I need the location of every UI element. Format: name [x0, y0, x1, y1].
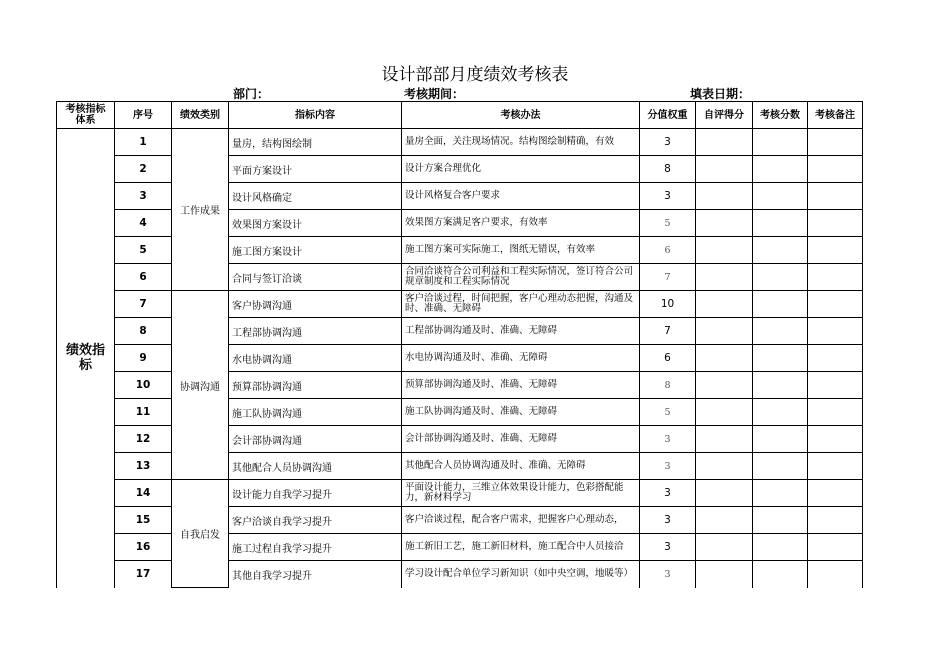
content-cell: 预算部协调沟通	[229, 372, 402, 399]
weight-cell: 3	[640, 507, 696, 534]
content-cell: 水电协调沟通	[229, 345, 402, 372]
seq-cell: 3	[115, 183, 172, 210]
remark-cell[interactable]	[808, 237, 863, 264]
remark-cell[interactable]	[808, 561, 863, 588]
seq-cell: 11	[115, 399, 172, 426]
remark-cell[interactable]	[808, 426, 863, 453]
method-cell: 学习设计配合单位学习新知识（如中央空调，地暖等）	[402, 561, 640, 588]
department-label: 部门：	[233, 87, 270, 101]
method-cell: 施工队协调沟通及时、准确、无障碍	[402, 399, 640, 426]
content-cell: 设计风格确定	[229, 183, 402, 210]
header-row	[57, 102, 863, 129]
table-row	[57, 129, 863, 156]
seq-cell: 4	[115, 210, 172, 237]
self-score-cell[interactable]	[696, 264, 753, 291]
remark-cell[interactable]	[808, 345, 863, 372]
self-score-cell[interactable]	[696, 156, 753, 183]
header-remark: 考核备注	[808, 102, 863, 129]
content-cell: 施工过程自我学习提升	[229, 534, 402, 561]
category-cell: 工作成果	[172, 129, 229, 291]
method-cell: 合同洽谈符合公司利益和工程实际情况，签订符合公司规章制度和工程实际情况	[402, 264, 640, 291]
score-cell[interactable]	[753, 453, 808, 480]
weight-cell: 7	[640, 264, 696, 291]
self-score-cell[interactable]	[696, 399, 753, 426]
sheet-title: 设计部部月度绩效考核表	[381, 65, 569, 85]
method-cell: 量房全面，关注现场情况。结构图绘制精确，有效	[402, 129, 640, 156]
remark-cell[interactable]	[808, 264, 863, 291]
remark-cell[interactable]	[808, 480, 863, 507]
content-cell: 施工队协调沟通	[229, 399, 402, 426]
weight-cell: 3	[640, 129, 696, 156]
seq-cell: 9	[115, 345, 172, 372]
score-cell[interactable]	[753, 291, 808, 318]
seq-cell: 8	[115, 318, 172, 345]
weight-cell: 3	[640, 534, 696, 561]
weight-cell: 5	[640, 210, 696, 237]
self-score-cell[interactable]	[696, 291, 753, 318]
content-cell: 效果图方案设计	[229, 210, 402, 237]
weight-cell: 3	[640, 561, 696, 588]
score-cell[interactable]	[753, 264, 808, 291]
method-cell: 施工新旧工艺，施工新旧材料，施工配合中人员接洽	[402, 534, 640, 561]
self-score-cell[interactable]	[696, 453, 753, 480]
score-cell[interactable]	[753, 129, 808, 156]
score-cell[interactable]	[753, 318, 808, 345]
weight-cell: 5	[640, 399, 696, 426]
seq-cell: 15	[115, 507, 172, 534]
category-cell: 自我启发	[172, 480, 229, 588]
weight-cell: 3	[640, 453, 696, 480]
content-cell: 客户洽谈自我学习提升	[229, 507, 402, 534]
remark-cell[interactable]	[808, 210, 863, 237]
score-cell[interactable]	[753, 507, 808, 534]
content-cell: 工程部协调沟通	[229, 318, 402, 345]
weight-cell: 3	[640, 183, 696, 210]
table-row	[57, 480, 863, 507]
remark-cell[interactable]	[808, 291, 863, 318]
remark-cell[interactable]	[808, 399, 863, 426]
method-cell: 水电协调沟通及时、准确、无障碍	[402, 345, 640, 372]
score-cell[interactable]	[753, 426, 808, 453]
content-cell: 施工图方案设计	[229, 237, 402, 264]
period-label: 考核期间：	[404, 87, 465, 101]
method-cell: 工程部协调沟通及时、准确、无障碍	[402, 318, 640, 345]
system-cell: 绩效指标	[57, 129, 115, 588]
self-score-cell[interactable]	[696, 129, 753, 156]
weight-cell: 7	[640, 318, 696, 345]
score-cell[interactable]	[753, 237, 808, 264]
score-cell[interactable]	[753, 156, 808, 183]
remark-cell[interactable]	[808, 129, 863, 156]
score-cell[interactable]	[753, 345, 808, 372]
weight-cell: 3	[640, 426, 696, 453]
self-score-cell[interactable]	[696, 183, 753, 210]
header-system: 考核指标体系	[57, 102, 115, 129]
score-cell[interactable]	[753, 372, 808, 399]
method-cell: 设计风格复合客户要求	[402, 183, 640, 210]
seq-cell: 1	[115, 129, 172, 156]
method-cell: 其他配合人员协调沟通及时、准确、无障碍	[402, 453, 640, 480]
seq-cell: 13	[115, 453, 172, 480]
seq-cell: 2	[115, 156, 172, 183]
content-cell: 会计部协调沟通	[229, 426, 402, 453]
score-cell[interactable]	[753, 399, 808, 426]
content-cell: 合同与签订洽谈	[229, 264, 402, 291]
weight-cell: 8	[640, 156, 696, 183]
header-weight: 分值权重	[640, 102, 696, 129]
header-content: 指标内容	[229, 102, 402, 129]
content-cell: 其他配合人员协调沟通	[229, 453, 402, 480]
header-method: 考核办法	[402, 102, 640, 129]
header-score: 考核分数	[753, 102, 808, 129]
self-score-cell[interactable]	[696, 426, 753, 453]
score-cell[interactable]	[753, 561, 808, 588]
seq-cell: 7	[115, 291, 172, 318]
self-score-cell[interactable]	[696, 372, 753, 399]
remark-cell[interactable]	[808, 372, 863, 399]
content-cell: 量房，结构图绘制	[229, 129, 402, 156]
self-score-cell[interactable]	[696, 210, 753, 237]
remark-cell[interactable]	[808, 507, 863, 534]
seq-cell: 16	[115, 534, 172, 561]
weight-cell: 10	[640, 291, 696, 318]
content-cell: 设计能力自我学习提升	[229, 480, 402, 507]
content-cell: 客户协调沟通	[229, 291, 402, 318]
score-cell[interactable]	[753, 183, 808, 210]
remark-cell[interactable]	[808, 156, 863, 183]
method-cell: 预算部协调沟通及时、准确、无障碍	[402, 372, 640, 399]
content-cell: 其他自我学习提升	[229, 561, 402, 588]
score-cell[interactable]	[753, 480, 808, 507]
fill-date-label: 填表日期：	[690, 87, 751, 101]
seq-cell: 17	[115, 561, 172, 588]
self-score-cell[interactable]	[696, 237, 753, 264]
score-cell[interactable]	[753, 534, 808, 561]
header-category: 绩效类别	[172, 102, 229, 129]
self-score-cell[interactable]	[696, 480, 753, 507]
seq-cell: 6	[115, 264, 172, 291]
weight-cell: 8	[640, 372, 696, 399]
self-score-cell[interactable]	[696, 318, 753, 345]
header-seq: 序号	[115, 102, 172, 129]
remark-cell[interactable]	[808, 534, 863, 561]
seq-cell: 5	[115, 237, 172, 264]
method-cell: 客户洽谈过程，时间把握，客户心理动态把握，沟通及时、准确、无障碍	[402, 291, 640, 318]
content-cell: 平面方案设计	[229, 156, 402, 183]
category-cell: 协调沟通	[172, 291, 229, 480]
self-score-cell[interactable]	[696, 534, 753, 561]
table-row	[57, 291, 863, 318]
score-cell[interactable]	[753, 210, 808, 237]
header-self-score: 自评得分	[696, 102, 753, 129]
self-score-cell[interactable]	[696, 507, 753, 534]
method-cell: 效果图方案满足客户要求，有效率	[402, 210, 640, 237]
kpi-table	[56, 101, 863, 588]
remark-cell[interactable]	[808, 183, 863, 210]
weight-cell: 3	[640, 480, 696, 507]
seq-cell: 12	[115, 426, 172, 453]
weight-cell: 6	[640, 237, 696, 264]
seq-cell: 10	[115, 372, 172, 399]
method-cell: 平面设计能力，三维立体效果设计能力，色彩搭配能力，新材料学习	[402, 480, 640, 507]
self-score-cell[interactable]	[696, 345, 753, 372]
remark-cell[interactable]	[808, 318, 863, 345]
seq-cell: 14	[115, 480, 172, 507]
method-cell: 施工图方案可实际施工，图纸无错误，有效率	[402, 237, 640, 264]
remark-cell[interactable]	[808, 453, 863, 480]
method-cell: 客户洽谈过程，配合客户需求，把握客户心理动态，	[402, 507, 640, 534]
self-score-cell[interactable]	[696, 561, 753, 588]
method-cell: 会计部协调沟通及时、准确、无障碍	[402, 426, 640, 453]
method-cell: 设计方案合理优化	[402, 156, 640, 183]
weight-cell: 6	[640, 345, 696, 372]
